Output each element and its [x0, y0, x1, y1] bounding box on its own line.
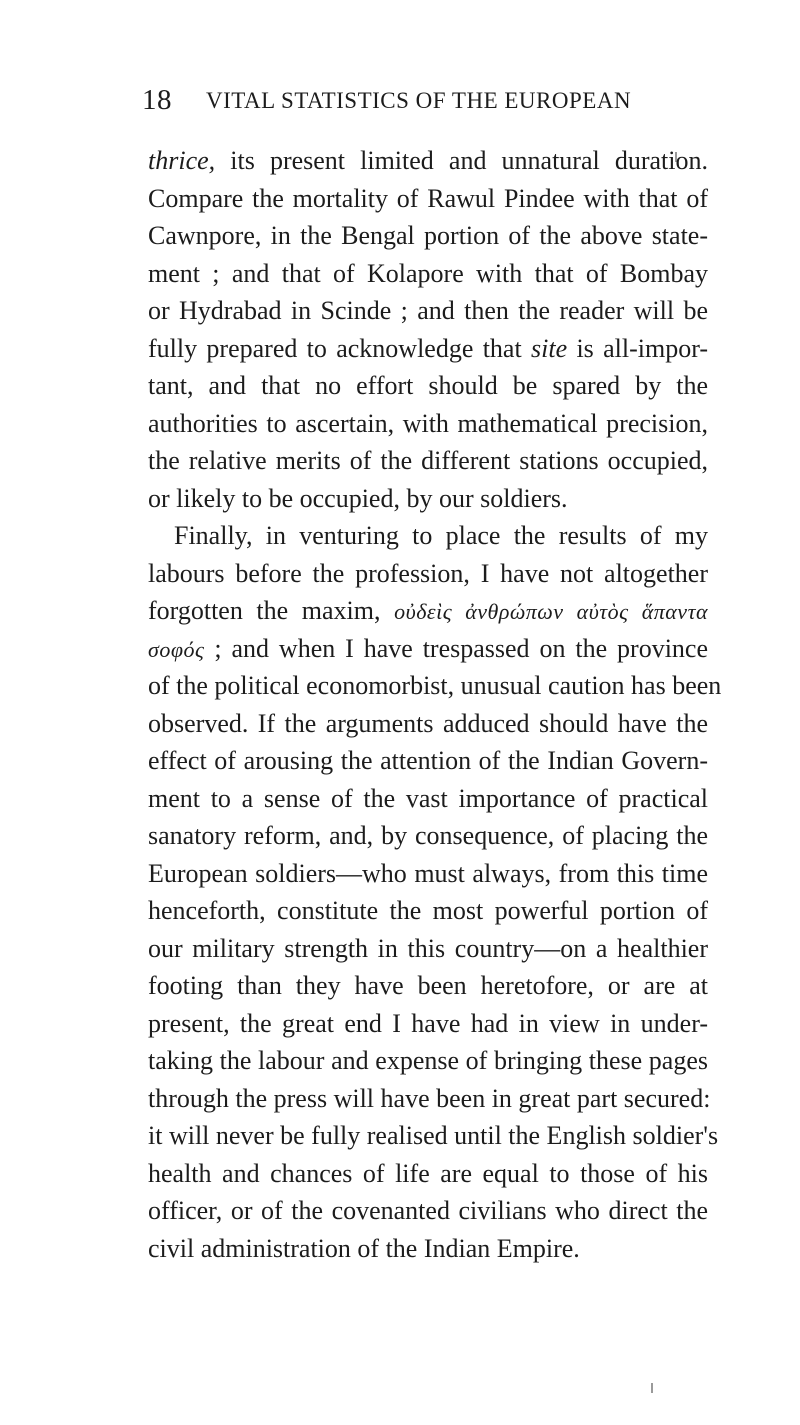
line-text-pre: or Hydrabad in Scinde ; and then the reader will be	[148, 296, 708, 325]
text-line	[148, 1155, 708, 1193]
margin-mark	[651, 1383, 653, 1393]
running-head	[142, 84, 708, 124]
emphasis-thrice: thrice,	[148, 146, 216, 175]
line-text-post: ; and when I have trespassed on the province	[204, 633, 708, 663]
text-line	[148, 442, 708, 480]
line-text-pre: ment ; and that of Kolapore with that of Bombay	[148, 258, 708, 288]
body-text	[148, 142, 722, 1267]
line-text-pre: observed. If the arguments adduced should have the	[148, 708, 708, 738]
line-text-pre: effect of arousing the attention of the Indian Govern-	[148, 746, 708, 775]
text-line	[148, 367, 708, 405]
line-text-pre: Compare the mortality of Rawul Pindee with that of	[148, 183, 708, 213]
text-line	[148, 555, 708, 593]
text-line	[148, 742, 708, 780]
text-line	[148, 180, 708, 218]
text-line	[148, 780, 708, 818]
line-text-pre: fully prepared to acknowledge that	[148, 333, 532, 363]
running-title: VITAL STATISTICS OF THE EUROPEAN	[206, 88, 632, 113]
line-text-pre: the relative merits of the different stations occupied,	[148, 446, 708, 475]
text-line	[148, 255, 708, 293]
text-line	[148, 1192, 708, 1230]
text-line	[148, 667, 722, 705]
text-line	[148, 292, 708, 330]
text-line	[148, 930, 708, 968]
emphasis-site: site	[531, 333, 568, 363]
greek-maxim-end: σοφός	[148, 636, 205, 662]
text-line	[148, 592, 708, 630]
text-line	[148, 330, 708, 368]
line-text-pre: health and chances of life are equal to those of his	[148, 1158, 708, 1188]
greek-maxim: οὐδεὶς ἀνθρώπων αὐτὸς ἅπαντα	[394, 599, 708, 624]
text-line	[148, 1117, 719, 1155]
line-text-pre: taking the labour and expense of bringing these pages	[148, 1046, 708, 1075]
paragraph-start-line	[148, 517, 708, 555]
line-text-pre: ment to a sense of the vast importance of practical	[148, 783, 708, 813]
text-line	[148, 1042, 708, 1080]
text-line	[148, 405, 708, 443]
text-line	[148, 1230, 708, 1268]
line-text-post: is all-impor-	[567, 333, 708, 363]
line-text-pre: it will never be fully realised until the English soldier's	[148, 1121, 719, 1150]
line-text-pre: European soldiers—who must always, from this time	[148, 858, 708, 888]
line-text-pre: of the political economorbist, unusual caution has been	[148, 671, 722, 700]
text-line	[148, 480, 708, 518]
line-text-pre: civil administration of the Indian Empire.	[148, 1233, 580, 1263]
line-text-pre: our military strength in this country—on a healthier	[148, 933, 708, 963]
line-text-pre: tant, and that no effort should be spared by the	[148, 371, 708, 400]
line-text-pre: forgotten the maxim,	[148, 596, 395, 625]
line-text-pre: through the press will have been in great part secured:	[148, 1083, 711, 1113]
text-line	[148, 142, 708, 180]
line-text-pre: authorities to ascertain, with mathematical precision,	[148, 408, 708, 438]
line-text-pre: sanatory reform, and, by consequence, of placing the	[148, 821, 708, 850]
line-text-pre: present, the great end I have had in view in under-	[148, 1008, 708, 1038]
line-text-pre: footing than they have been heretofore, or are at	[148, 971, 708, 1000]
line-text-pre: henceforth, constitute the most powerful portion of	[148, 896, 708, 925]
text-line	[148, 705, 708, 743]
text-line	[148, 892, 708, 930]
line-text-post: its present limited and unnatural duration.	[215, 146, 708, 175]
line-text-pre: Cawnpore, in the Bengal portion of the above state-	[148, 221, 708, 250]
page-number: 18	[142, 84, 172, 116]
line-text-pre: officer, or of the covenanted civilians who direct the	[148, 1196, 708, 1225]
text-line	[148, 1080, 711, 1118]
line-text-pre: or likely to be occupied, by our soldiers.	[148, 483, 568, 513]
text-line	[148, 967, 708, 1005]
text-line	[148, 1005, 708, 1043]
text-line	[148, 630, 708, 668]
line-text-pre: Finally, in venturing to place the results of my	[174, 521, 708, 550]
line-text-pre: labours before the profession, I have not altogether	[148, 558, 708, 588]
text-line	[148, 855, 708, 893]
text-line	[148, 217, 708, 255]
text-line	[148, 817, 708, 855]
